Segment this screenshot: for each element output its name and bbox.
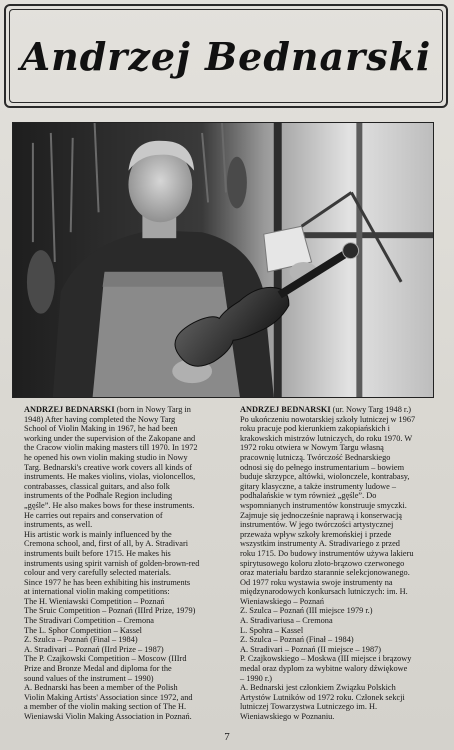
polish-line: instrumentów. W jego twórczości artystycznej [240, 520, 394, 530]
polish-line: wszystkim instrumenty A. Stradivariego z przed [240, 539, 400, 549]
polish-line: gitary klasyczne, a także instrumenty ludowe – [240, 481, 396, 491]
english-line: instruments using spirit varnish of golden-brown-red [24, 558, 200, 568]
english-line: A. Bednarski has been a member of the Polish [24, 683, 178, 693]
english-paragraph-line-1 [24, 405, 234, 415]
polish-line: Artystów Lutników od 1972 roku. Członek sekcji [240, 692, 405, 702]
polish-line: 1972 roku otwiera w Nowym Targu własną [240, 443, 384, 453]
english-line: School of Violin Making in 1967, he had been [24, 424, 178, 434]
english-line: the Cracow violin making masters till 1970. In 1972 [24, 443, 198, 453]
polish-line: roku pracuje pod kierunkiem zakopiańskich i [240, 424, 390, 434]
english-line: instruments, as well. [24, 520, 93, 530]
page-title: Andrzej Bednarski [20, 33, 432, 79]
english-line: Since 1977 he has been exhibiting his instruments [24, 577, 191, 587]
english-line: instruments of the Podhale Region including [24, 491, 173, 501]
english-line: (born in Nowy Targ in [116, 405, 191, 414]
polish-line: L. Spohra – Kassel [240, 625, 304, 635]
portrait-photo [12, 122, 434, 398]
polish-line: Po ukończeniu nowotarskiej szkoły lutniczej w 1967 [240, 414, 416, 424]
polish-line: Z. Szulca – Poznań (Finał – 1984) [240, 635, 354, 645]
polish-line: A. Bednarski jest członkiem Związku Polskich [240, 683, 396, 693]
english-line: The H. Wieniawski Competition – Poznań [24, 596, 165, 606]
english-line: He carries out repairs and conservation of [24, 510, 163, 520]
polish-line: odnosi się do pełnego instrumentarium – bowiem [240, 462, 405, 472]
polish-line: Wieniawskiego w Poznaniu. [240, 712, 335, 721]
polish-line: wspomnianych instrumentów konstruuje smyczki. [240, 500, 407, 510]
polish-line: roku 1715. Do budowy instrumentów używa lakieru [240, 548, 414, 558]
polish-line: spirytusowego koloru złoto-brązowo czerwonego [240, 558, 405, 568]
page-number: 7 [224, 731, 230, 743]
english-line: contrabasses, classical guitars, and also folk [24, 481, 170, 491]
english-line: instruments built before 1715. He makes his [24, 548, 171, 558]
polish-line: P. Czajkowskiego – Moskwa (III miejsce i brązowy [240, 654, 412, 664]
polish-line: krakowskich mistrzów lutniczych, do roku 1970. W [240, 433, 413, 443]
polish-line: Zajmuje się jednocześnie naprawą i konserwacją [240, 510, 402, 520]
english-line: colour and very carefully selected materials. [24, 568, 171, 578]
polish-line: A. Stradivari – Poznań (II miejsce – 1987) [240, 644, 382, 654]
english-line: His artistic work is mainly influenced by the [24, 529, 172, 539]
english-line: working under the supervision of the Zakopane and [24, 433, 196, 443]
polish-line: (ur. Nowy Targ 1948 r.) [332, 405, 412, 414]
polish-line: podhalańskie w tym również „gęśle”. Do [240, 491, 377, 501]
polish-line: międzynarodowych konkursach lutniczych: im. H. [240, 587, 408, 597]
polish-line: Z. Szulca – Poznań (III miejsce 1979 r.) [240, 606, 373, 616]
english-line: Violin Making Artists' Association since 1972, and [24, 692, 193, 702]
english-biography [24, 405, 234, 722]
english-line: The P. Czajkowski Competition – Moscow (IIIrd [24, 654, 187, 664]
polish-line: pracownię lutniczą. Twórczość Bednarskiego [240, 452, 391, 462]
polish-line: A. Stradivariusa – Cremona [240, 616, 333, 626]
polish-line: oraz materiału bardzo starannie selekcjonowanego. [240, 568, 410, 578]
english-line: Cremona school, and, first of all, by A. Stradivari [24, 539, 189, 549]
polish-line: – 1990 r.) [240, 673, 273, 683]
polish-biography [240, 405, 445, 722]
english-line: at international violin making competitions: [24, 587, 170, 597]
english-line: The Sruic Competition – Poznań (IIIrd Prize, 1979) [24, 606, 196, 616]
english-line: A. Stradivari – Poznań (IIrd Prize – 1987) [24, 644, 164, 654]
polish-line: przeważa wpływ szkoły kremońskiej i przede [240, 529, 392, 539]
polish-line: lutniczej Towarzystwa Lutniczego im. H. [240, 702, 378, 712]
english-line: Targ. Bednarski's creative work covers all kinds of [24, 462, 193, 472]
english-line: a member of the violin making section of The H. [24, 702, 187, 712]
polish-line: Od 1977 roku wystawia swoje instrumenty na [240, 577, 393, 587]
polish-paragraph-line-1 [240, 405, 445, 415]
english-line: „gęśle”. He also makes bows for these instruments. [24, 500, 195, 510]
english-line: instruments. He makes violins, violas, violoncellos, [24, 472, 196, 482]
english-line: Z. Szulca – Poznań (Final – 1984) [24, 635, 138, 645]
english-name: ANDRZEJ BEDNARSKI [24, 405, 115, 414]
luthier-at-workbench-image [13, 123, 433, 397]
english-line: he opened his own violin making studio in Nowy [24, 452, 188, 462]
polish-line: buduje skrzypce, altówki, wiolonczele, kontrabasy, [240, 472, 410, 482]
polish-name: ANDRZEJ BEDNARSKI [240, 405, 331, 414]
polish-line: medal oraz dyplom za wybitne walory dźwiękowe [240, 664, 408, 674]
english-line: 1948) After having completed the Nowy Targ [24, 414, 176, 424]
english-line: The Stradivari Competition – Cremona [24, 616, 154, 626]
english-line: Wieniawski Violin Making Association in Poznań. [24, 712, 192, 721]
english-line: Prize and Bronze Medal and diploma for the [24, 664, 172, 674]
polish-line: Wieniawskiego – Poznań [240, 596, 324, 606]
english-line: sound values of the instrument – 1990) [24, 673, 154, 683]
english-line: The L. Sphor Competition – Kassel [24, 625, 142, 635]
